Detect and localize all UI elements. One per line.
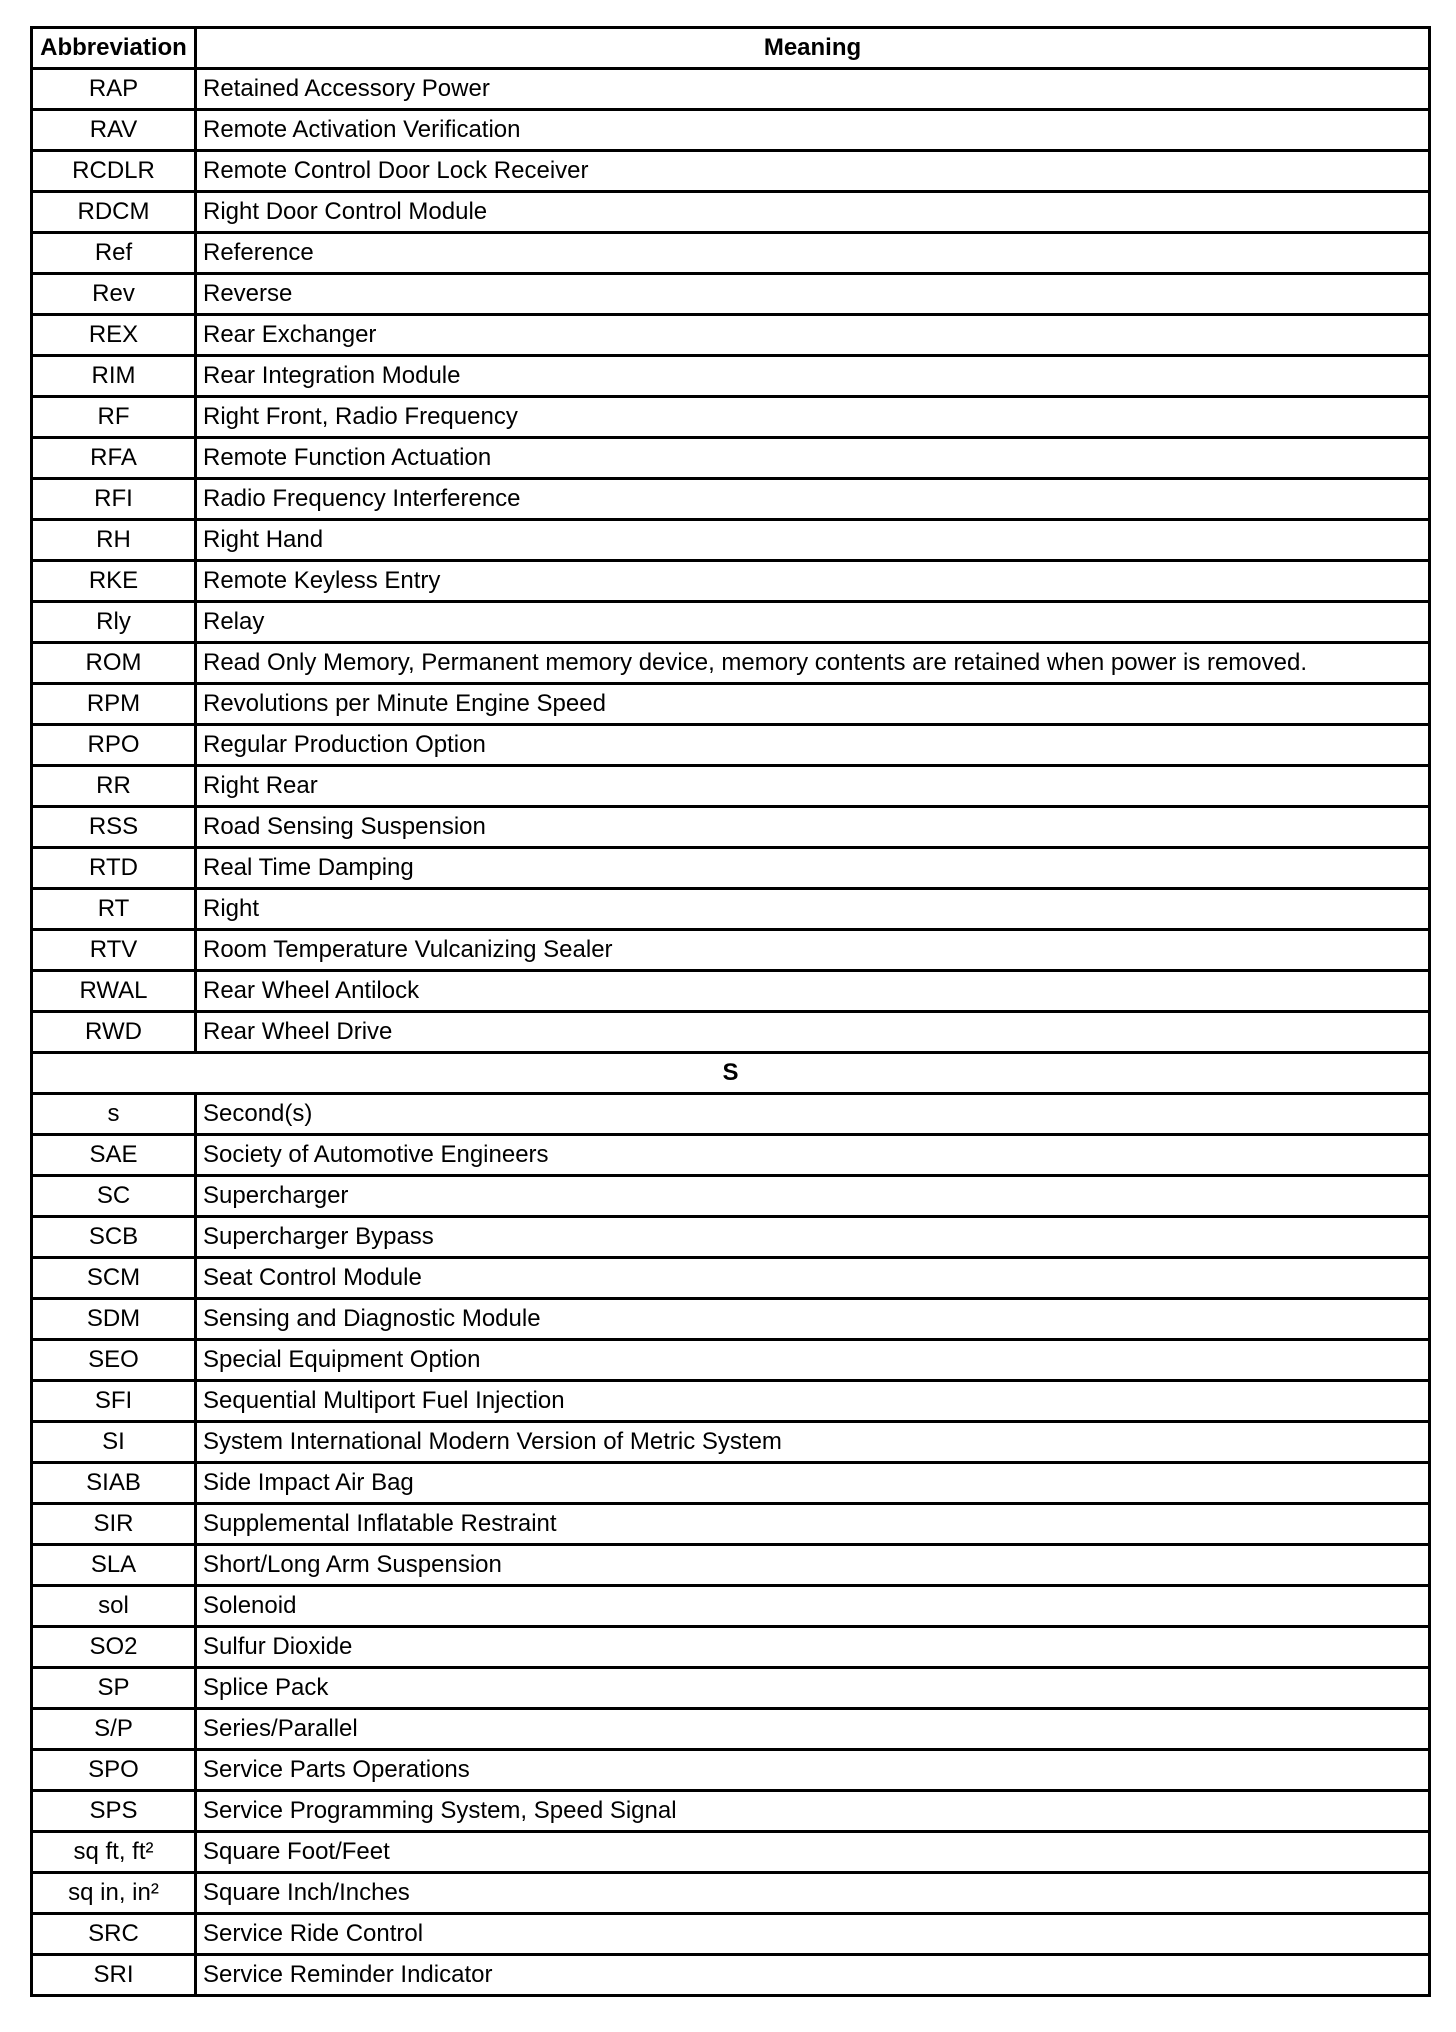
abbreviation-cell: SP — [32, 1668, 196, 1709]
section-header-s: S — [32, 1053, 1430, 1094]
meaning-cell: Supercharger Bypass — [196, 1217, 1430, 1258]
header-row — [32, 28, 1430, 69]
table-row — [32, 1914, 1430, 1955]
meaning-cell: Sequential Multiport Fuel Injection — [196, 1381, 1430, 1422]
table-row — [32, 848, 1430, 889]
meaning-cell: Reverse — [196, 274, 1430, 315]
meaning-cell: Sensing and Diagnostic Module — [196, 1299, 1430, 1340]
meaning-cell: Rear Wheel Drive — [196, 1012, 1430, 1053]
abbreviation-cell: REX — [32, 315, 196, 356]
meaning-cell: Series/Parallel — [196, 1709, 1430, 1750]
abbreviation-cell: RKE — [32, 561, 196, 602]
abbreviation-cell: RSS — [32, 807, 196, 848]
abbreviation-cell: RAV — [32, 110, 196, 151]
table-row — [32, 684, 1430, 725]
header-meaning: Meaning — [196, 28, 1430, 69]
abbreviation-cell: RCDLR — [32, 151, 196, 192]
abbreviation-cell: ROM — [32, 643, 196, 684]
abbreviation-cell: SLA — [32, 1545, 196, 1586]
meaning-cell: Relay — [196, 602, 1430, 643]
abbreviation-cell: SI — [32, 1422, 196, 1463]
meaning-cell: Right Door Control Module — [196, 192, 1430, 233]
table-row — [32, 1955, 1430, 1996]
table-row — [32, 1586, 1430, 1627]
table-row — [32, 602, 1430, 643]
abbreviation-cell: RWD — [32, 1012, 196, 1053]
table-row — [32, 1135, 1430, 1176]
table-row — [32, 1709, 1430, 1750]
table-row — [32, 766, 1430, 807]
abbreviation-cell: RWAL — [32, 971, 196, 1012]
table-row — [32, 110, 1430, 151]
abbreviation-cell: SRC — [32, 1914, 196, 1955]
meaning-cell: Remote Activation Verification — [196, 110, 1430, 151]
table-row — [32, 1094, 1430, 1135]
meaning-cell: Remote Keyless Entry — [196, 561, 1430, 602]
meaning-cell: Service Ride Control — [196, 1914, 1430, 1955]
table-row — [32, 1340, 1430, 1381]
abbreviation-cell: Rev — [32, 274, 196, 315]
table-row — [32, 1422, 1430, 1463]
table-row — [32, 889, 1430, 930]
meaning-cell: Seat Control Module — [196, 1258, 1430, 1299]
abbreviation-cell: Ref — [32, 233, 196, 274]
table-row — [32, 1832, 1430, 1873]
meaning-cell: Supercharger — [196, 1176, 1430, 1217]
meaning-cell: Special Equipment Option — [196, 1340, 1430, 1381]
table-row — [32, 233, 1430, 274]
meaning-cell: Revolutions per Minute Engine Speed — [196, 684, 1430, 725]
abbreviation-cell: SIR — [32, 1504, 196, 1545]
meaning-cell: Square Inch/Inches — [196, 1873, 1430, 1914]
abbreviation-cell: RT — [32, 889, 196, 930]
abbreviation-cell: Rly — [32, 602, 196, 643]
abbreviation-cell: sol — [32, 1586, 196, 1627]
table-row — [32, 1217, 1430, 1258]
abbreviation-table — [30, 26, 1431, 1997]
meaning-cell: Read Only Memory, Permanent memory device, memory contents are retained when power is removed. — [196, 643, 1430, 684]
table-row — [32, 1627, 1430, 1668]
header-abbreviation: Abbreviation — [32, 28, 196, 69]
table-row — [32, 561, 1430, 602]
meaning-cell: Solenoid — [196, 1586, 1430, 1627]
table-row — [32, 356, 1430, 397]
abbreviation-cell: s — [32, 1094, 196, 1135]
abbreviation-cell: RIM — [32, 356, 196, 397]
meaning-cell: Right Front, Radio Frequency — [196, 397, 1430, 438]
abbreviation-cell: RTV — [32, 930, 196, 971]
table-row — [32, 274, 1430, 315]
meaning-cell: Society of Automotive Engineers — [196, 1135, 1430, 1176]
table-row — [32, 1176, 1430, 1217]
table-row — [32, 807, 1430, 848]
abbreviation-cell: RF — [32, 397, 196, 438]
meaning-cell: Right — [196, 889, 1430, 930]
abbreviation-cell: RPO — [32, 725, 196, 766]
table-row — [32, 643, 1430, 684]
meaning-cell: Square Foot/Feet — [196, 1832, 1430, 1873]
table-row — [32, 192, 1430, 233]
abbreviation-cell: sq ft, ft² — [32, 1832, 196, 1873]
table-row — [32, 1668, 1430, 1709]
table-row — [32, 1545, 1430, 1586]
meaning-cell: Real Time Damping — [196, 848, 1430, 889]
meaning-cell: Remote Control Door Lock Receiver — [196, 151, 1430, 192]
meaning-cell: Retained Accessory Power — [196, 69, 1430, 110]
table-row — [32, 930, 1430, 971]
meaning-cell: Splice Pack — [196, 1668, 1430, 1709]
abbreviation-cell: SPO — [32, 1750, 196, 1791]
meaning-cell: Regular Production Option — [196, 725, 1430, 766]
table-row — [32, 479, 1430, 520]
meaning-cell: Rear Integration Module — [196, 356, 1430, 397]
table-row — [32, 725, 1430, 766]
abbreviation-cell: RFI — [32, 479, 196, 520]
abbreviation-cell: RR — [32, 766, 196, 807]
table-row — [32, 438, 1430, 479]
meaning-cell: Reference — [196, 233, 1430, 274]
meaning-cell: Service Reminder Indicator — [196, 1955, 1430, 1996]
meaning-cell: Room Temperature Vulcanizing Sealer — [196, 930, 1430, 971]
rows-s-section — [32, 1094, 1430, 1996]
meaning-cell: Right Rear — [196, 766, 1430, 807]
meaning-cell: Sulfur Dioxide — [196, 1627, 1430, 1668]
abbreviation-cell: RAP — [32, 69, 196, 110]
abbreviation-cell: sq in, in² — [32, 1873, 196, 1914]
abbreviation-cell: SRI — [32, 1955, 196, 1996]
section-s — [32, 1053, 1430, 1094]
abbreviation-cell: SIAB — [32, 1463, 196, 1504]
abbreviation-cell: SEO — [32, 1340, 196, 1381]
meaning-cell: Road Sensing Suspension — [196, 807, 1430, 848]
table-row — [32, 1299, 1430, 1340]
abbreviation-cell: SDM — [32, 1299, 196, 1340]
abbreviation-cell: SFI — [32, 1381, 196, 1422]
meaning-cell: Short/Long Arm Suspension — [196, 1545, 1430, 1586]
meaning-cell: Service Programming System, Speed Signal — [196, 1791, 1430, 1832]
abbreviation-cell: RDCM — [32, 192, 196, 233]
table-row — [32, 1258, 1430, 1299]
meaning-cell: Service Parts Operations — [196, 1750, 1430, 1791]
table-row — [32, 1504, 1430, 1545]
meaning-cell: Radio Frequency Interference — [196, 479, 1430, 520]
meaning-cell: Right Hand — [196, 520, 1430, 561]
table-row — [32, 1463, 1430, 1504]
table-row — [32, 1873, 1430, 1914]
table-row — [32, 315, 1430, 356]
table-row — [32, 520, 1430, 561]
abbreviation-cell: RTD — [32, 848, 196, 889]
abbreviation-cell: SC — [32, 1176, 196, 1217]
abbreviation-cell: RFA — [32, 438, 196, 479]
abbreviation-cell: S/P — [32, 1709, 196, 1750]
table-row — [32, 1381, 1430, 1422]
meaning-cell: Supplemental Inflatable Restraint — [196, 1504, 1430, 1545]
meaning-cell: Side Impact Air Bag — [196, 1463, 1430, 1504]
table-row — [32, 397, 1430, 438]
meaning-cell: Second(s) — [196, 1094, 1430, 1135]
meaning-cell: System International Modern Version of Metric System — [196, 1422, 1430, 1463]
abbreviation-cell: SAE — [32, 1135, 196, 1176]
abbreviation-cell: SO2 — [32, 1627, 196, 1668]
table-row — [32, 971, 1430, 1012]
abbreviation-cell: RH — [32, 520, 196, 561]
abbreviation-cell: SPS — [32, 1791, 196, 1832]
abbreviation-cell: SCM — [32, 1258, 196, 1299]
meaning-cell: Rear Wheel Antilock — [196, 971, 1430, 1012]
section-header-row — [32, 1053, 1430, 1094]
meaning-cell: Rear Exchanger — [196, 315, 1430, 356]
table-row — [32, 1791, 1430, 1832]
table-row — [32, 151, 1430, 192]
meaning-cell: Remote Function Actuation — [196, 438, 1430, 479]
table-row — [32, 69, 1430, 110]
table-row — [32, 1012, 1430, 1053]
abbreviation-cell: SCB — [32, 1217, 196, 1258]
table-row — [32, 1750, 1430, 1791]
abbreviation-cell: RPM — [32, 684, 196, 725]
rows-r-section — [32, 69, 1430, 1053]
